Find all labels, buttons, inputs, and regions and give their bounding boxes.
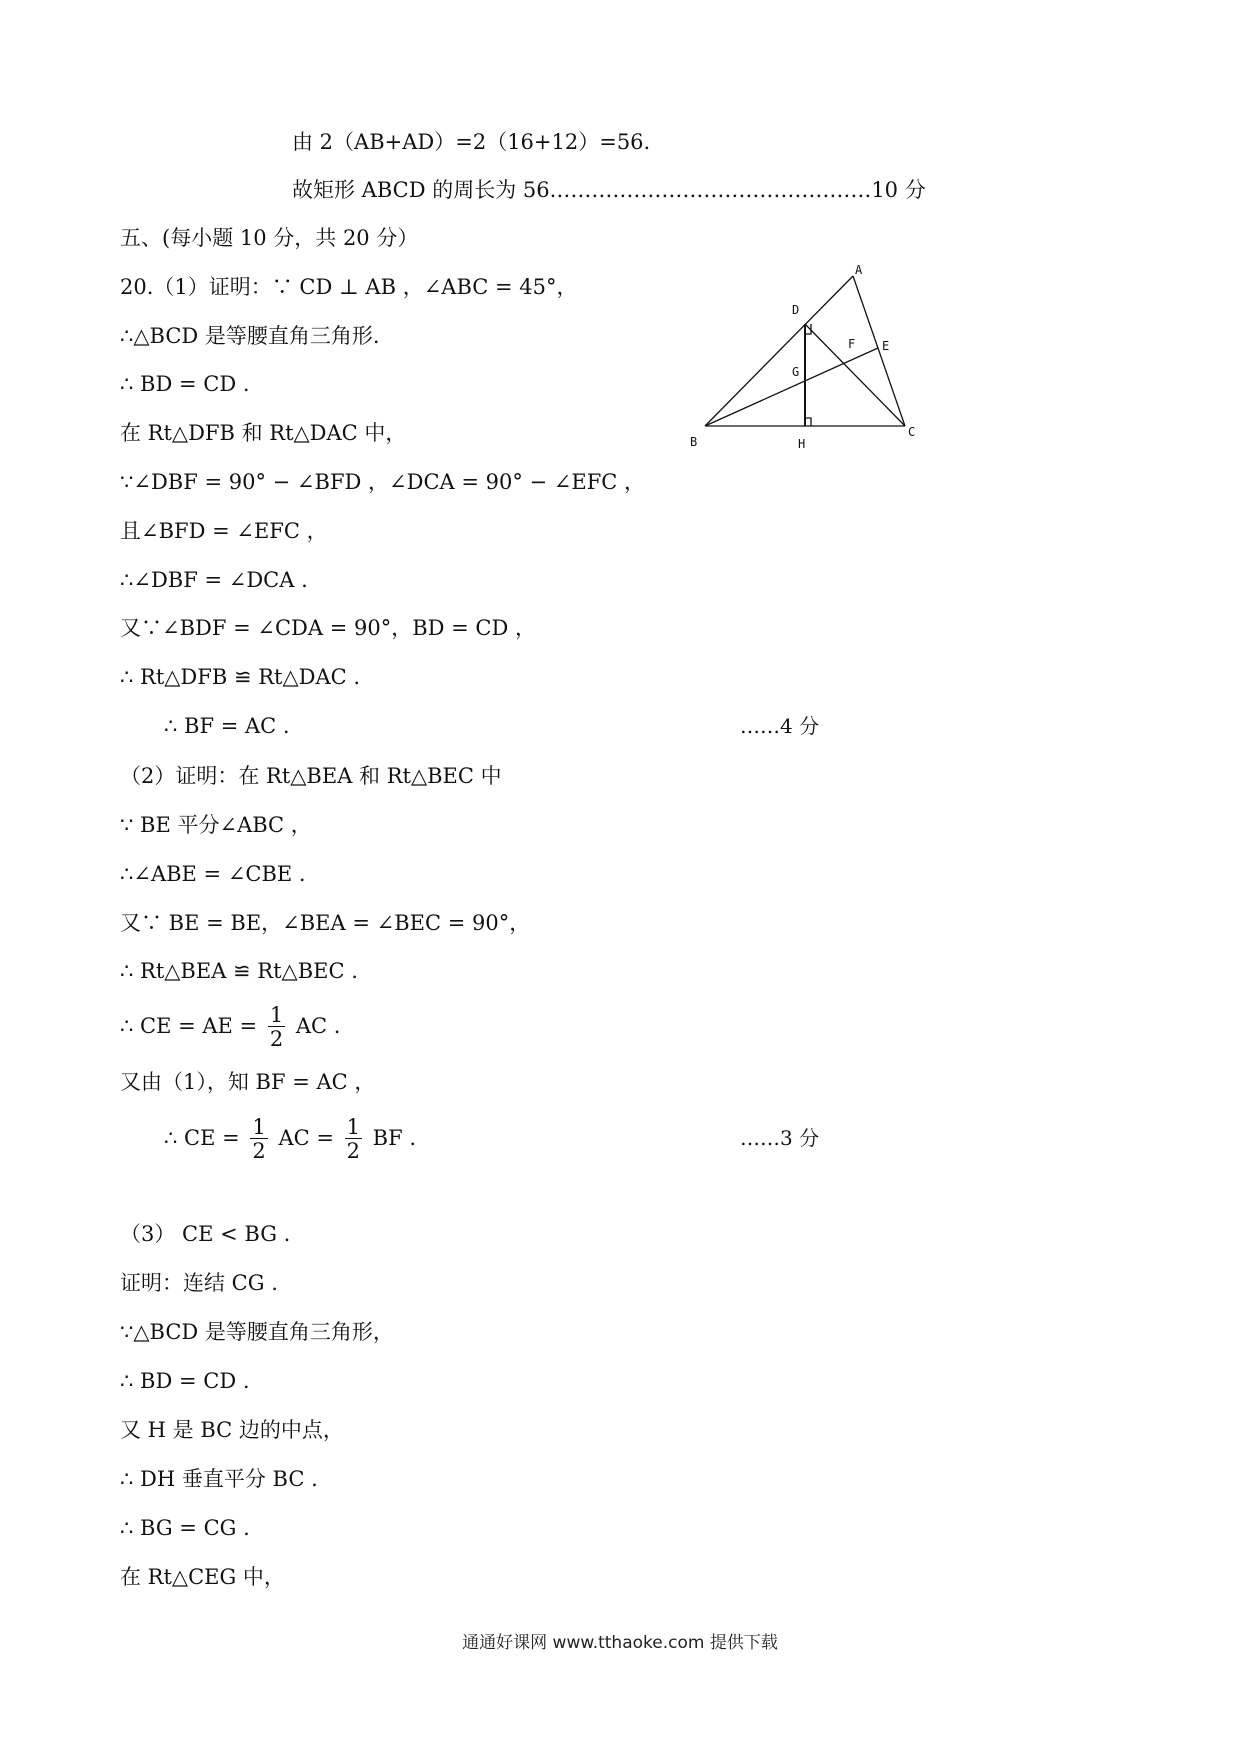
text-line: ∴ BD = CD .: [120, 372, 250, 396]
text-line: ∴ Rt△DFB ≌ Rt△DAC .: [120, 665, 361, 689]
fraction-half: [268, 1004, 285, 1051]
text-line: 又∵∠BDF = ∠CDA = 90°，BD = CD ，: [120, 616, 537, 640]
fraction-half: [250, 1116, 267, 1163]
fraction-numerator: 1: [252, 1115, 266, 1139]
text-line: ∴△BCD 是等腰直角三角形.: [120, 324, 380, 348]
text-line-fraction: [120, 998, 340, 1054]
text-line-fraction: [164, 1110, 416, 1166]
text-line: 在 Rt△CEG 中，: [120, 1565, 285, 1589]
text-line: （2）证明：在 Rt△BEA 和 Rt△BEC 中: [120, 764, 502, 788]
fraction-denominator: 2: [269, 1027, 284, 1051]
fraction-numerator: 1: [346, 1115, 360, 1139]
text-line: 20.（1）证明：∵ CD ⊥ AB ，∠ABC = 45°，: [120, 275, 578, 299]
fraction-denominator: 2: [346, 1139, 360, 1163]
point-label-g: G: [792, 365, 800, 379]
score-mark: ……4 分: [740, 714, 820, 738]
section-heading: 五、(每小题 10 分，共 20 分）: [120, 226, 419, 250]
text-line: ∴ DH 垂直平分 BC .: [120, 1467, 318, 1491]
point-label-c: C: [908, 425, 916, 439]
point-label-e: E: [882, 339, 890, 353]
text-line: 又∵ BE = BE，∠BEA = ∠BEC = 90°，: [120, 911, 531, 935]
text-line: ∵∠DBF = 90° − ∠BFD ，∠DCA = 90° − ∠EFC ，: [120, 470, 646, 494]
text-line: ∴ BF = AC .: [164, 714, 290, 738]
geometry-figure: [680, 264, 940, 464]
fraction-mid: AC =: [271, 1126, 341, 1150]
text-line: 在 Rt△DFB 和 Rt△DAC 中，: [120, 421, 407, 445]
text-line: 证明：连结 CG .: [120, 1271, 278, 1295]
fraction-denominator: 2: [252, 1139, 266, 1163]
point-label-h: H: [798, 437, 806, 451]
fraction-pre: ∴ CE = AE =: [120, 1014, 264, 1038]
text-line: ∴∠ABE = ∠CBE .: [120, 862, 306, 886]
score-mark: ……3 分: [740, 1126, 820, 1150]
text-line: ∴ BG = CG .: [120, 1516, 250, 1540]
text-line: 又由（1），知 BF = AC ，: [120, 1070, 376, 1094]
text-line: 且∠BFD = ∠EFC ，: [120, 519, 328, 543]
point-label-d: D: [792, 303, 800, 317]
text-line: （3） CE < BG .: [120, 1222, 291, 1246]
text-line: ∴ Rt△BEA ≌ Rt△BEC .: [120, 959, 358, 983]
fraction-pre: ∴ CE =: [164, 1126, 247, 1150]
fraction-post: AC .: [289, 1014, 341, 1038]
text-line: ∵△BCD 是等腰直角三角形，: [120, 1320, 394, 1344]
text-line: ∵ BE 平分∠ABC ，: [120, 813, 312, 837]
segment-be: [705, 348, 878, 426]
fraction-numerator: 1: [269, 1003, 284, 1027]
text-line: 故矩形 ABCD 的周长为 56.………………………………………10 分: [292, 178, 926, 202]
text-line: 又 H 是 BC 边的中点，: [120, 1418, 344, 1442]
point-label-a: A: [855, 264, 863, 277]
fraction-half: [345, 1116, 362, 1163]
segment-ac: [853, 276, 905, 426]
footer-credit: 通通好课网 www.tthaoke.com 提供下载: [462, 1633, 778, 1653]
text-line: ∴ BD = CD .: [120, 1369, 250, 1393]
text-line: 由 2（AB+AD）=2（16+12）=56.: [292, 130, 651, 154]
text-line: ∴∠DBF = ∠DCA .: [120, 568, 308, 592]
point-label-f: F: [848, 337, 856, 351]
fraction-post: BF .: [366, 1126, 417, 1150]
point-label-b: B: [690, 435, 698, 449]
